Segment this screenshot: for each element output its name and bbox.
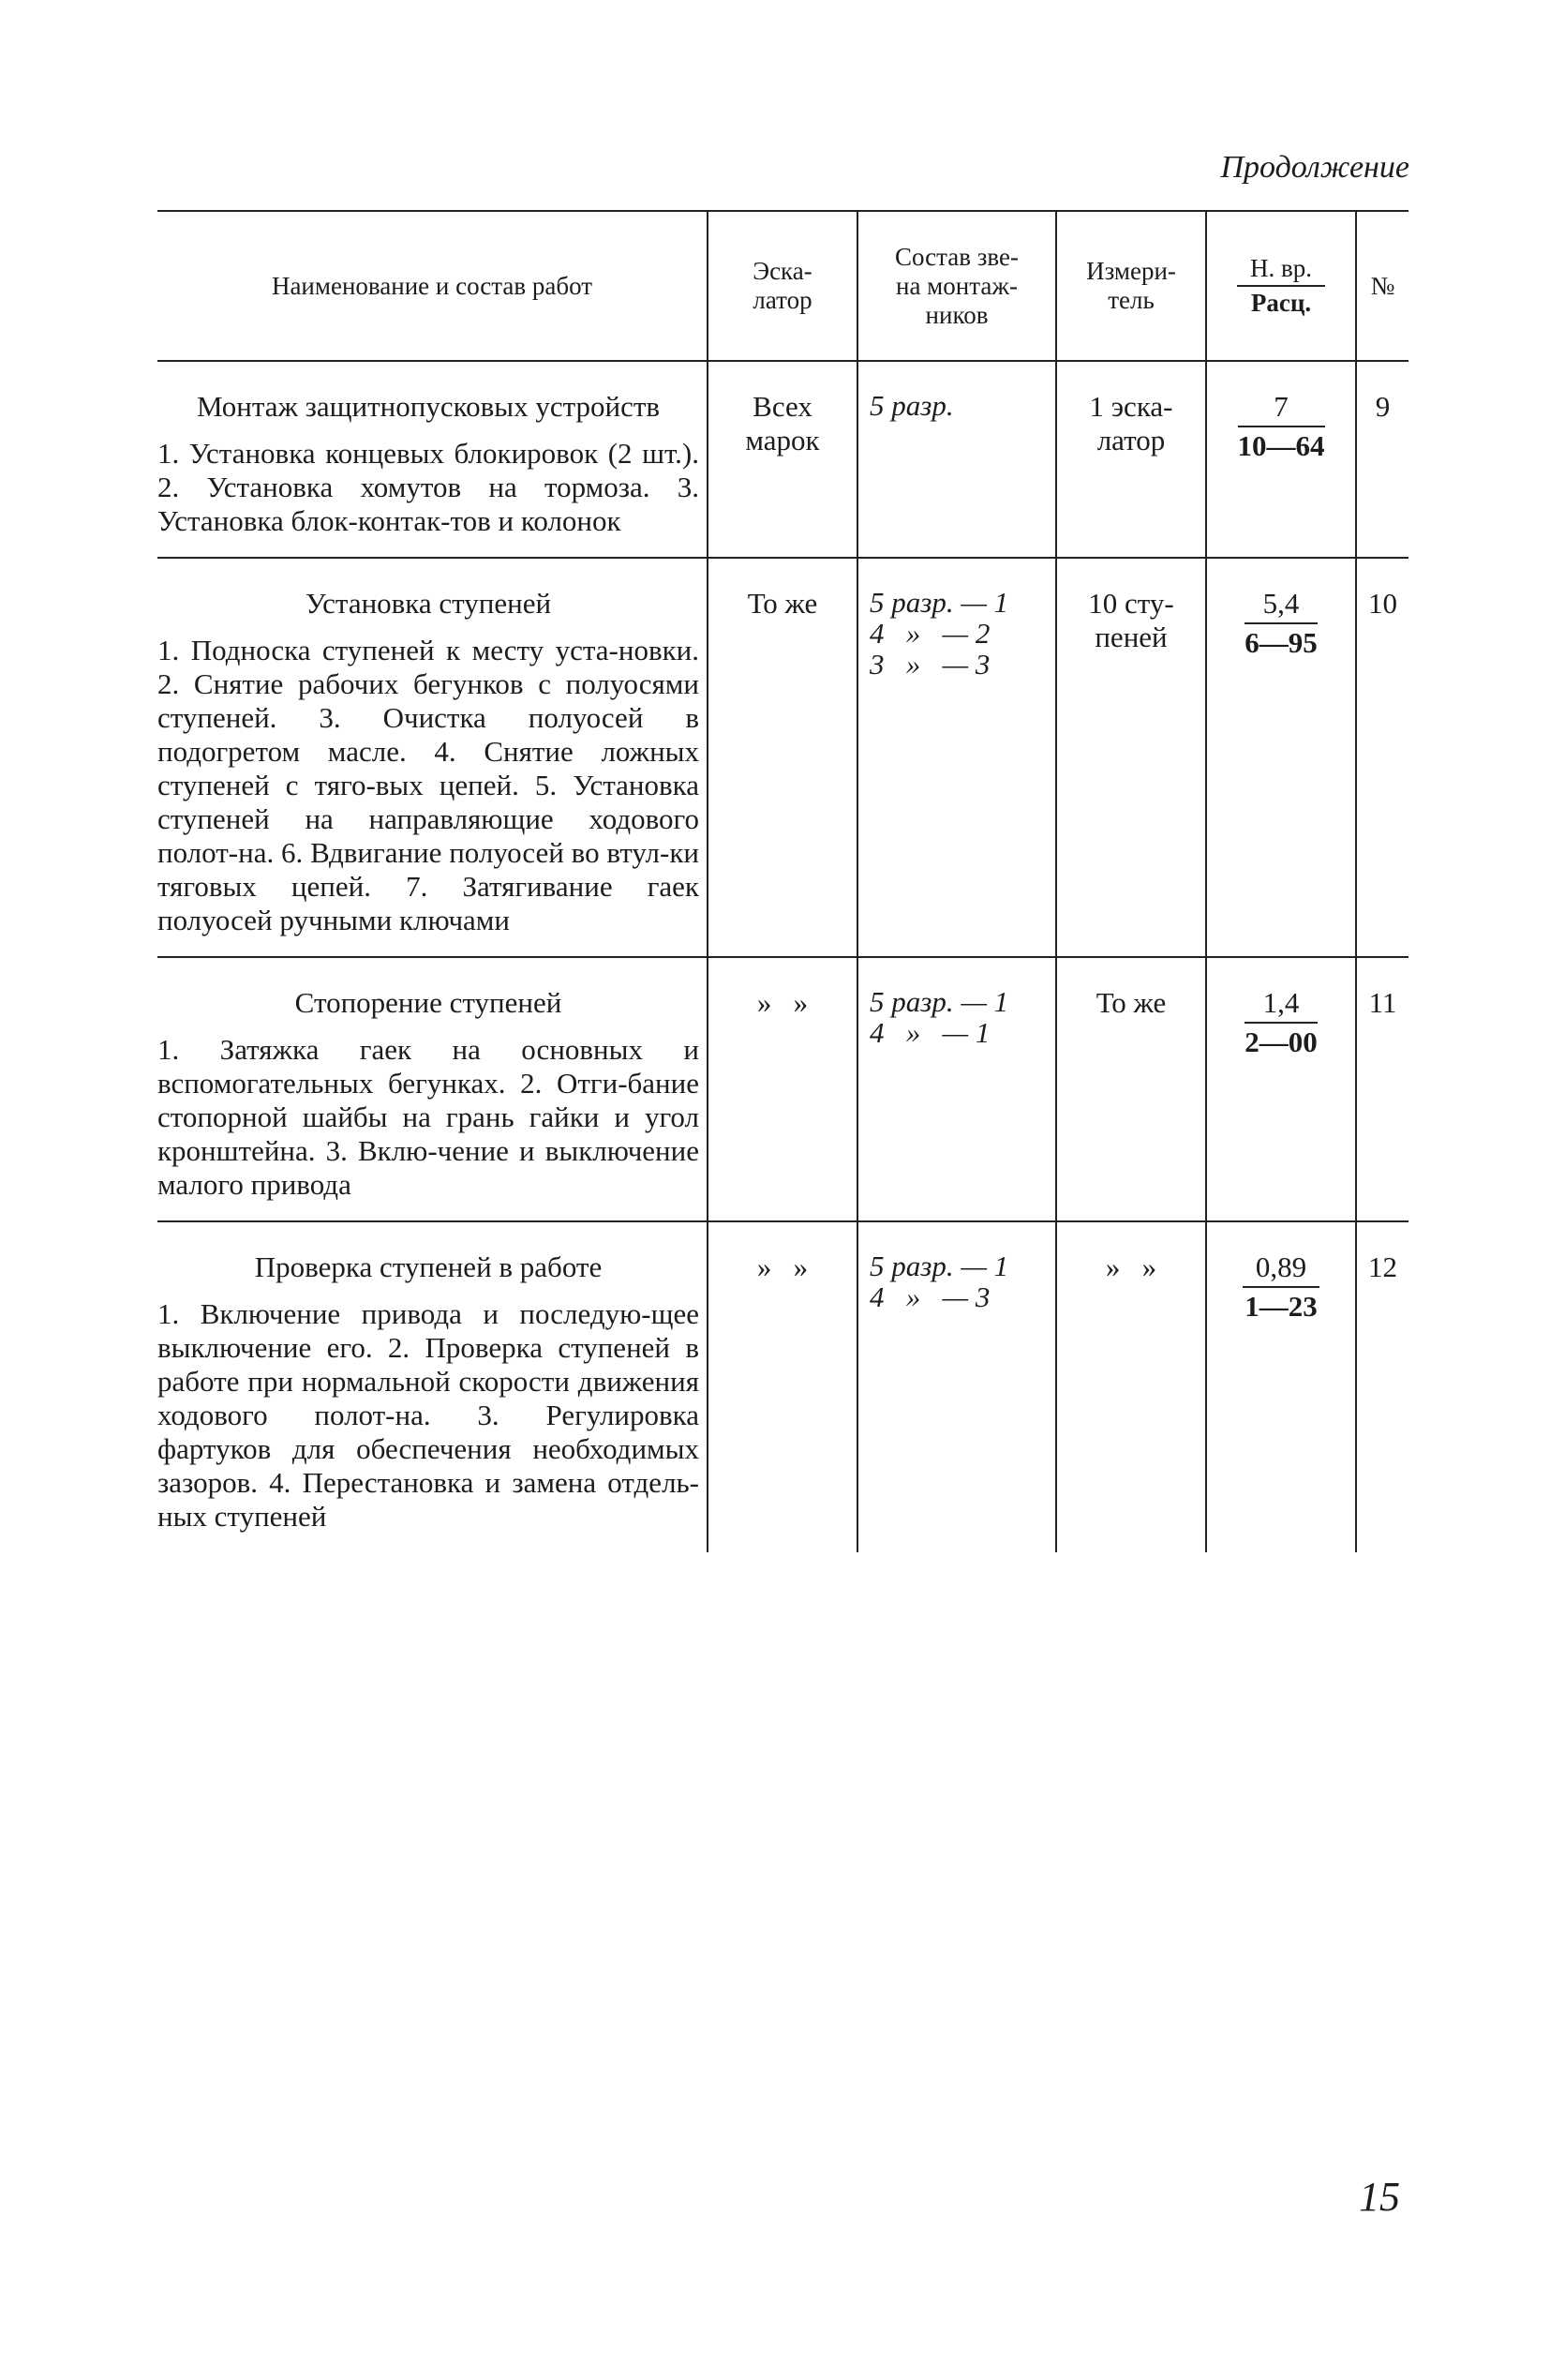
unit-cell: 1 эска-латор (1056, 361, 1206, 558)
work-description: 1. Затяжка гаек на основных и вспомогательных бегунках. 2. Отги-бание стопорной шайбы на грань гайки и угол кронштейна. 3. Вклю-чение и выключение малого привода (157, 1033, 699, 1201)
table-row (157, 558, 1408, 957)
header-norm (1206, 211, 1356, 361)
norm-time: 1,4 (1244, 986, 1318, 1024)
work-description: 1. Включение привода и последую-щее выключение его. 2. Проверка ступеней в работе при нормальной скорости движения ходового полот-на. 3. Регулировка фартуков для обеспечения необходимых зазоров. 4. Перестановка и замена отдель-ных ступеней (157, 1297, 699, 1533)
work-name-cell (157, 361, 708, 558)
crew-line: 5 разр. — 1 (870, 1250, 1009, 1282)
rate: 2—00 (1244, 1025, 1318, 1058)
header-number: № (1356, 211, 1408, 361)
unit-cell: 10 сту-пеней (1056, 558, 1206, 957)
norm-fraction (1244, 587, 1318, 660)
crew-line: 5 разр. — 1 (870, 985, 1009, 1018)
norm-fraction (1238, 390, 1325, 463)
norm-cell (1206, 361, 1356, 558)
rate: 6—95 (1244, 626, 1318, 659)
header-norm-time: Н. вр. (1237, 254, 1325, 287)
escalator-cell: То же (708, 558, 857, 957)
norm-time: 7 (1238, 390, 1325, 427)
rate: 10—64 (1237, 429, 1325, 462)
norm-fraction (1243, 1250, 1319, 1324)
crew-line: 4 » — 2 (870, 617, 991, 650)
escalator-cell: » » (708, 957, 857, 1221)
norm-time: 0,89 (1243, 1250, 1319, 1288)
header-unit: Измери- тель (1056, 211, 1206, 361)
crew-cell (857, 957, 1056, 1221)
crew-cell (857, 361, 1056, 558)
escalator-cell: Всех марок (708, 361, 857, 558)
work-title: Стопорение ступеней (294, 986, 562, 1019)
work-name-cell (157, 1221, 708, 1552)
header-crew: Состав зве- на монтаж- ников (857, 211, 1056, 361)
work-title: Установка ступеней (305, 587, 552, 620)
header-norm-fraction (1237, 254, 1325, 318)
number-cell: 10 (1356, 558, 1408, 957)
work-title: Проверка ступеней в работе (254, 1250, 603, 1283)
table-header-row (157, 211, 1408, 361)
number-cell: 12 (1356, 1221, 1408, 1552)
work-title: Монтаж защитнопусковых устройств (196, 390, 661, 423)
continuation-label: Продолжение (1220, 150, 1409, 185)
table-row (157, 957, 1408, 1221)
crew-line: 5 разр. — 1 (870, 586, 1009, 619)
header-rate: Расц. (1250, 289, 1312, 317)
unit-cell: » » (1056, 1221, 1206, 1552)
page-number: 15 (1359, 2174, 1400, 2220)
norm-time: 5,4 (1244, 587, 1318, 624)
escalator-cell: » » (708, 1221, 857, 1552)
crew-cell (857, 558, 1056, 957)
work-name-cell (157, 957, 708, 1221)
number-cell: 9 (1356, 361, 1408, 558)
rate: 1—23 (1244, 1290, 1318, 1323)
crew-line: 4 » — 3 (870, 1280, 991, 1313)
norm-cell (1206, 957, 1356, 1221)
work-name-cell (157, 558, 708, 957)
number-cell: 11 (1356, 957, 1408, 1221)
work-description: 1. Установка концевых блокировок (2 шт.). 2. Установка хомутов на тормоза. 3. Установка блок-контак-тов и колонок (157, 437, 699, 537)
crew-line: 4 » — 1 (870, 1016, 991, 1049)
crew-line: 5 разр. (870, 389, 954, 422)
table-row (157, 1221, 1408, 1552)
norms-table (157, 210, 1408, 1552)
norm-fraction (1244, 986, 1318, 1059)
crew-line: 3 » — 3 (870, 648, 991, 681)
header-name: Наименование и состав работ (157, 211, 708, 361)
unit-cell: То же (1056, 957, 1206, 1221)
norm-cell (1206, 1221, 1356, 1552)
table-row (157, 361, 1408, 558)
work-description: 1. Подноска ступеней к месту уста-новки. 2. Снятие рабочих бегунков с полуосями ступеней. 3. Очистка полуосей в подогретом масле. 4. Снятие ложных ступеней с тяго-вых цепей. 5. Установка ступеней на направляющие ходового полот-на. 6. Вдвигание полуосей во втул-ки тяговых цепей. 7. Затягивание гаек полуосей ручными ключами (157, 634, 699, 936)
header-escalator: Эска- латор (708, 211, 857, 361)
norm-cell (1206, 558, 1356, 957)
crew-cell (857, 1221, 1056, 1552)
